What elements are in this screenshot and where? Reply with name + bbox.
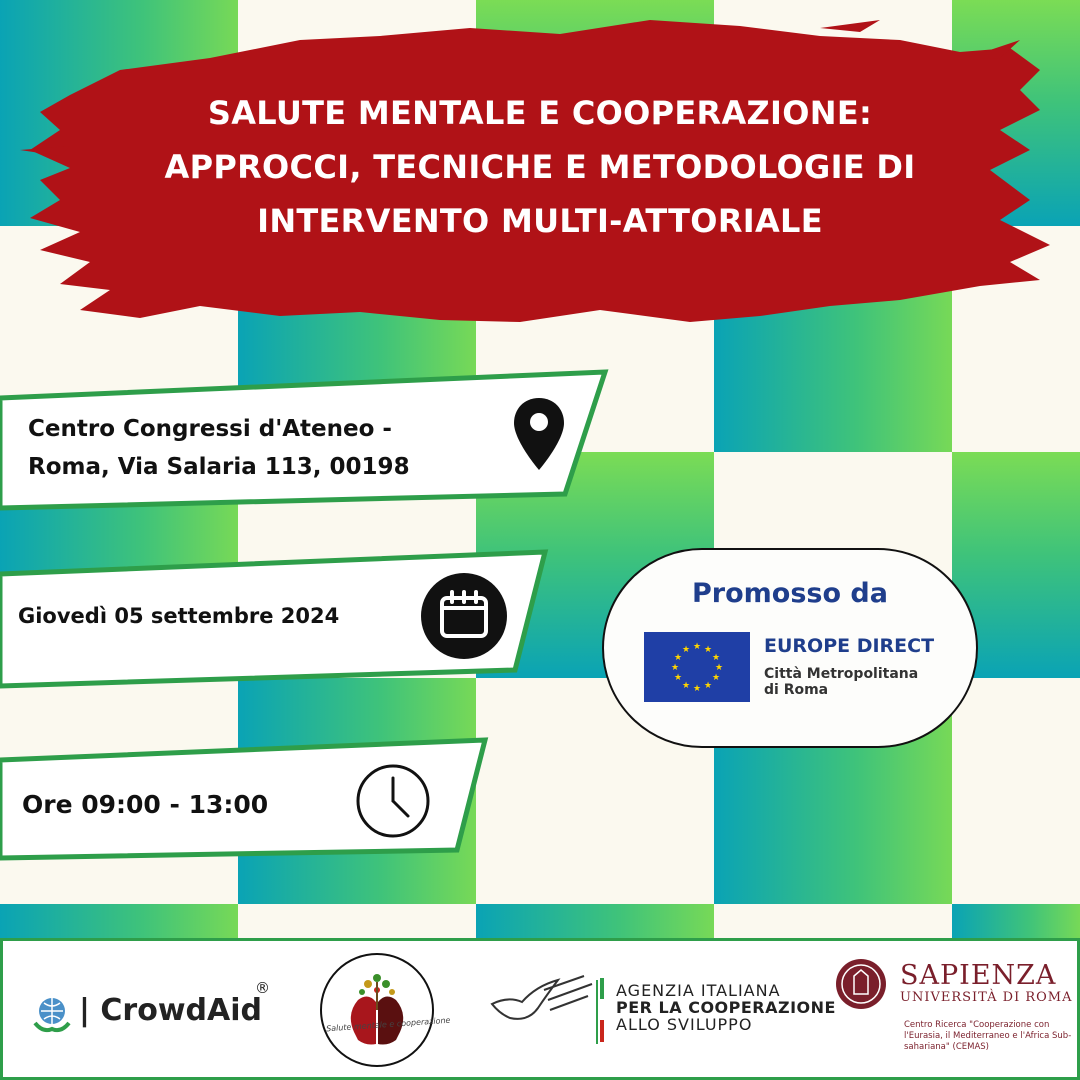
cemas-caption: Centro Ricerca "Cooperazione con l'Eurasia, il Mediterraneo e l'Africa Sub-sahariana" (CEMAS) (904, 1020, 1072, 1052)
location-panel (0, 368, 612, 514)
europe-direct-sub-1: Città Metropolitana (764, 666, 919, 682)
date-text: Giovedì 05 settembre 2024 (18, 604, 340, 628)
italian-flag-bar (600, 978, 604, 1042)
title-line: INTERVENTO MULTI-ATTORIALE (257, 202, 823, 240)
svg-text:★: ★ (670, 663, 680, 673)
svg-text:★: ★ (681, 645, 691, 655)
dove-logo-icon (488, 974, 598, 1044)
clock-icon (354, 762, 432, 840)
europe-direct-name: EUROPE DIRECT (764, 635, 935, 657)
time-text: Ore 09:00 - 13:00 (22, 790, 269, 819)
promo-title: Promosso da (692, 578, 888, 609)
crowdaid-label: CrowdAid (100, 993, 262, 1028)
svg-text:★: ★ (714, 663, 724, 673)
sapienza-name: SAPIENZA (900, 960, 1057, 991)
svg-text:★: ★ (711, 653, 721, 663)
salute-mentale-logo (318, 944, 436, 1074)
svg-text:★: ★ (703, 681, 713, 691)
promoter-badge (602, 548, 978, 748)
eu-stars (644, 632, 750, 702)
location-line-1: Centro Congressi d'Ateneo - (28, 416, 392, 442)
svg-text:★: ★ (692, 684, 702, 694)
aics-logo-text (616, 982, 836, 1033)
time-panel (0, 736, 492, 862)
bg-tile (476, 904, 714, 938)
svg-text:★: ★ (673, 653, 683, 663)
sapienza-logo (900, 962, 1073, 1006)
location-line-2: Roma, Via Salaria 113, 00198 (28, 454, 410, 480)
title-line: SALUTE MENTALE E COOPERAZIONE: (207, 94, 873, 132)
bg-tile (952, 904, 1080, 938)
bg-tile (0, 904, 238, 938)
svg-text:★: ★ (673, 673, 683, 683)
map-pin-icon (512, 396, 566, 472)
crowdaid-logo (31, 979, 270, 1039)
crowdaid-name: | CrowdAid (79, 993, 262, 1028)
aics-line-2: PER LA COOPERAZIONE (616, 998, 836, 1017)
europe-direct-sub-2: di Roma (764, 682, 829, 698)
date-panel (0, 546, 552, 690)
salute-mentale-caption: Salute mentale e cooperazione (325, 1015, 451, 1034)
svg-text:★: ★ (681, 681, 691, 691)
registered-mark: ® (255, 979, 270, 997)
aics-line-1: AGENZIA ITALIANA (616, 981, 781, 1000)
sapienza-university: UNIVERSITÀ DI ROMA (900, 990, 1073, 1005)
title-line: APPROCCI, TECNICHE E METODOLOGIE DI (164, 148, 916, 186)
calendar-icon (420, 572, 508, 660)
globe-hands-icon (31, 993, 73, 1035)
aics-line-3: ALLO SVILUPPO (616, 1015, 753, 1034)
svg-text:★: ★ (703, 645, 713, 655)
svg-text:★: ★ (711, 673, 721, 683)
europe-direct-sub (764, 666, 918, 698)
event-title (60, 86, 1020, 248)
sapienza-seal-icon (834, 954, 888, 1014)
svg-text:★: ★ (692, 642, 702, 652)
eu-flag-icon (644, 632, 750, 702)
